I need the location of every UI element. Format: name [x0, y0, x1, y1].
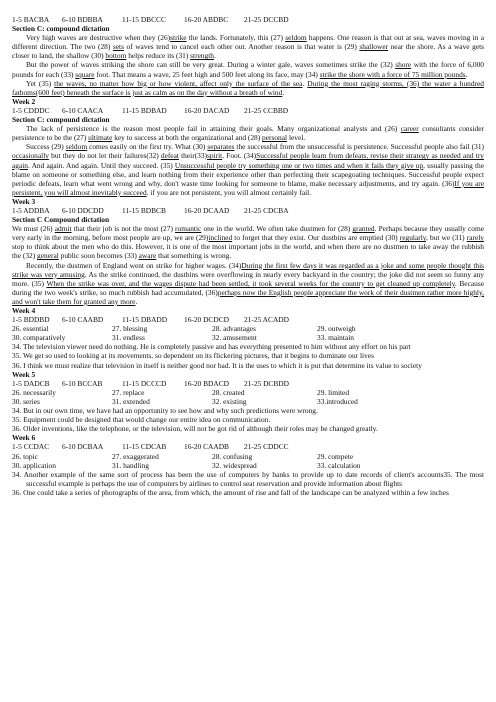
dictation-paragraph: We must (26) admit that their job is not the most (27) romantic one in the world. We often take dustmen for (28) granted. Perhaps because they usually come very early in the morning, before most people are up, we are (29)inclined to forget that they exist. Our dustbins are emptied (30) regularly, but we (31) rarely stop to think about the men who do this. However, it is one of the most important jobs in the world, and when there are no dustmen to take away the rubbish the (32) general public soon becomes (33) aware that something is wrong. — [12, 224, 484, 261]
word-answer: 29. outweigh — [317, 324, 356, 334]
answer-group: 6-10 BCCAB — [62, 378, 103, 388]
underlined-answer: strike — [170, 33, 187, 43]
word-answer: 30. series — [12, 396, 40, 406]
answer-key-row — [12, 206, 484, 215]
word-answer: 28. confusing — [212, 451, 253, 461]
answer-group: 21-25 DCBDD — [244, 378, 289, 388]
answer-group: 6-10 BDBBA — [62, 15, 103, 24]
word-answer: 32. amusement — [212, 333, 257, 343]
word-answer: 26. essential — [12, 324, 49, 334]
underlined-answer: admit — [54, 224, 72, 234]
answer-group: 16-20 DCAAD — [184, 205, 230, 215]
answer-group: 6-10 DCBAA — [62, 442, 104, 452]
word-answer: 26. necessarily — [12, 387, 56, 397]
underlined-answer: regularly — [399, 233, 426, 243]
dictation-paragraph: Success (29) seldom comes easily on the first try. What (30) separates the successful from the unsuccessful is persistence. Successful people also fail (31) occasionally but they do not let their failures(32) defeat their(33)spirit. Foot. (34)Successful people learn from defeats, revise their strategy as needed and try again. And again. And again. Until they succeed. (35) Unsuccessful people try something one or two times and when it fails they give up, usually passing the blame on someone or something else, and learn nothing from their experience other than perfecting their scapegoating techniques. Successful people expect periodic defeats, learn what went wrong and why, don't waste time looking for someone to blame, make necessary adjustments, and try again. (36)If you are persistent, you will almost inevitably succeed. if you are not persistent, you will almost certainly fail. — [12, 142, 484, 197]
answer-group: 1-5 BDDBD — [12, 315, 50, 325]
answer-group: 1-5 CCDAC — [12, 442, 50, 452]
word-answers-row — [12, 397, 484, 406]
word-answer: 31. handling — [112, 460, 149, 470]
underlined-answer: granted — [352, 224, 375, 234]
answer-group: 6-10 CAACA — [62, 105, 104, 115]
section-heading: Section C: compound dictation — [12, 24, 110, 34]
week-title: Week 5 — [12, 369, 36, 379]
week-title: Week 3 — [12, 196, 36, 206]
underlined-answer: bottom — [105, 51, 127, 61]
underlined-answer: square — [75, 69, 95, 79]
sentence-answer: 36. I think we must realize that television in itself is neither good nor bad. It is the uses to which it is put that determine its value to society — [12, 360, 422, 370]
word-answer: 27. exaggerated — [112, 451, 159, 461]
underlined-answer: career — [400, 124, 419, 134]
underlined-answer: seldom — [285, 33, 307, 43]
answer-group: 21-25 CDDCC — [244, 442, 289, 452]
dictation-paragraph: Very high waves are destructive when they (26)strike the lands. Fortunately, this (27) seldom happens. One reason is that out at sea, waves moving in a different direction. The two (28) sets of waves tend to cancel each other out. Another reason is that water is (29) shallower near the shore. As a wave gets closer to land, the shallow (30) bottom helps reduce its (31) strength. — [12, 33, 485, 61]
word-answers-row — [12, 452, 484, 461]
sentence-answer: 35. We get so used to looking at its movements, so dependent on its flickering pictures, that it begins to dominate our lives — [12, 351, 374, 361]
word-answer: 26. topic — [12, 451, 38, 461]
answer-group: 16-20 BDACD — [184, 378, 229, 388]
word-answers-row — [12, 324, 484, 333]
sentence-answer: 34. Another example of the same sort of process has been the use of computers by banks to provide up to date records of client's accounts35. The most successful example is perhaps the use of computers by airlines to control seat reservation and provide information about flights — [12, 469, 484, 488]
underlined-answer: During the most raging storms, (36) the water a hundred fathoms(600 feet) beneath the surface is just as calm as on the day without a breath of wind — [12, 78, 484, 97]
underlined-answer: shallower — [359, 42, 389, 52]
answer-group: 6-10 CAABD — [62, 315, 104, 325]
underlined-answer: strength — [190, 51, 214, 61]
word-answer: 33. calculation — [317, 460, 361, 470]
answer-group: 1-5 BACBA — [12, 15, 50, 24]
answer-group: 1-5 CDDDC — [12, 105, 50, 115]
answer-group: 21-25 ACADD — [244, 315, 289, 325]
underlined-answer: personal — [262, 133, 288, 143]
answer-key-row — [12, 315, 484, 324]
answer-group: 16-20 DACAD — [184, 105, 230, 115]
word-answer: 33.introduced — [317, 396, 358, 406]
underlined-answer: spirit — [206, 151, 223, 161]
answer-group: 11-15 BDBCB — [122, 205, 166, 215]
answer-group: 6-10 DDCDD — [62, 205, 104, 215]
answer-group: 11-15 DBCCC — [122, 15, 166, 24]
week-title: Week 6 — [12, 433, 36, 443]
underlined-answer: Successful people learn from defeats, revise their strategy as needed and try again — [12, 151, 484, 170]
answer-group: 16-20 CAADB — [184, 442, 229, 452]
answer-key-row — [12, 442, 484, 451]
underlined-answer: strike the shore with a force of 75 million pounds — [319, 69, 466, 79]
underlined-answer: Unsuccessful people try something one or two times and when it fails they give up — [174, 160, 424, 170]
word-answer: 28. advantages — [212, 324, 256, 334]
answer-group: 11-15 DCCCD — [122, 378, 167, 388]
underlined-answer: the waves, no matter how big or how violent, affect only the surface of the sea — [54, 78, 303, 88]
word-answer: 33. maintain — [317, 333, 354, 343]
underlined-answer: During the first few days it was regarded as a joke and some people thought this strike was very amusing — [12, 260, 484, 279]
answer-key-row — [12, 15, 484, 24]
sentence-answer: 35. Equipment could be designed that would change our entire idea on communication. — [12, 415, 271, 425]
underlined-answer: When the strike was over, and the wages dispute had been settled, it took several weeks for the country to get cleaned up completely — [46, 278, 455, 288]
word-answer: 30. comparatively — [12, 333, 66, 343]
word-answer: 29. limited — [317, 387, 350, 397]
answer-group: 1-5 ADDBA — [12, 205, 50, 215]
underlined-answer: defeat — [160, 151, 179, 161]
answer-group: 16-20 DCDCD — [184, 315, 229, 325]
word-answers-row — [12, 388, 484, 397]
week-title: Week 4 — [12, 306, 36, 315]
underlined-answer: If you are persistent, you will almost inevitably succeed — [12, 178, 484, 197]
sentence-answer: 34. The television viewer need do nothing. He is completely passive and has everything presented to him without any effort on his part — [12, 342, 411, 352]
word-answer: 30. application — [12, 460, 56, 470]
dictation-paragraph: Recently, the dustmen of England went on strike for higher wages. (34)During the first few days it was regarded as a joke and some people thought this strike was very amusing. As the strike continued, the dustbins were overflowing in nearly every backyard in the country; the joke did not seem so funny any more. (35) When the strike was over, and the wages dispute had been settled, it took several weeks for the country to get cleaned up completely. Because during the two week's strike, so much rubbish had accumulated, (36)perhaps now the English people appreciate the work of their dustmen rather more highly, and won't take them for granted any more. — [12, 260, 485, 306]
underlined-answer: inclined — [208, 233, 233, 243]
word-answer: 31. endless — [112, 333, 145, 343]
underlined-answer: seldom — [65, 142, 88, 152]
answer-group: 21-25 DCCBD — [244, 15, 289, 24]
answer-group: 21-25 CCBBD — [244, 105, 289, 115]
answer-group: 1-5 DADCB — [12, 378, 50, 388]
word-answer: 27. blessing — [112, 324, 148, 334]
answer-group: 11-15 CDCAB — [122, 442, 167, 452]
word-answers-row — [12, 333, 484, 342]
word-answer: 28. created — [212, 387, 245, 397]
underlined-answer: occasionally — [12, 151, 49, 161]
underlined-answer: sets — [112, 42, 124, 52]
underlined-answer: shore — [395, 60, 412, 70]
word-answer: 32. existing — [212, 396, 247, 406]
dictation-paragraph: But the power of waves striking the shore can still be very great. During a winter gale, waves sometimes strike the (32) shore with the force of 6,000 pounds for each (33) square foot. That means a wave, 25 feet high and 500 feet along its face, may (34) strike the shore with a force of 75 million pounds. — [12, 60, 484, 79]
underlined-answer: rarely — [466, 233, 484, 243]
answer-key-row — [12, 106, 484, 115]
answer-group: 21-25 CDCBA — [244, 205, 289, 215]
sentence-answer: 36. One could take a series of photographs of the area, from which, the amount of rise and fall of the landscape can be analyzed within a few inches — [12, 487, 449, 497]
underlined-answer: romantic — [175, 224, 202, 234]
sentence-answer: 34. But in our own time, we have had an opportunity to see how and why such predictions were wrong. — [12, 406, 318, 416]
underlined-answer: perhaps now the English people appreciate the work of their dustmen rather more highly, and won't take them for granted any more — [12, 287, 485, 306]
word-answer: 31. extended — [112, 396, 150, 406]
underlined-answer: general — [37, 251, 59, 261]
dictation-paragraph: Yet (35) the waves, no matter how big or how violent, affect only the surface of the sea. During the most raging storms, (36) the water a hundred fathoms(600 feet) beneath the surface is just as calm as on the day without a breath of wind. — [12, 78, 484, 97]
section-heading: Section C Compound dictation — [12, 215, 110, 225]
word-answers-row — [12, 461, 484, 470]
dictation-paragraph: The lack of persistence is the reason most people fail in attaining their goals. Many organizational analysts and (26) career consultants consider persistence to be the (27) ultimate key to success at both the organizational and (28) personal level. — [12, 124, 484, 143]
word-answer: 32. widespread — [212, 460, 257, 470]
word-answer: 27. replace — [112, 387, 145, 397]
answer-group: 11-15 DBADD — [122, 315, 168, 325]
answer-key-row — [12, 379, 484, 388]
underlined-answer: separates — [207, 142, 235, 152]
answer-group: 11-15 BDBAD — [122, 105, 167, 115]
section-heading: Section C: compound dictation — [12, 115, 110, 125]
word-answer: 29. compete — [317, 451, 354, 461]
underlined-answer: ultimate — [88, 133, 113, 143]
answer-group: 16-20 ABDBC — [184, 15, 229, 24]
week-title: Week 2 — [12, 96, 36, 106]
sentence-answer: 36. Older inventions, like the telephone, or the television, will not be got rid of although their roles may be changed greatly. — [12, 424, 378, 434]
underlined-answer: aware — [138, 251, 157, 261]
